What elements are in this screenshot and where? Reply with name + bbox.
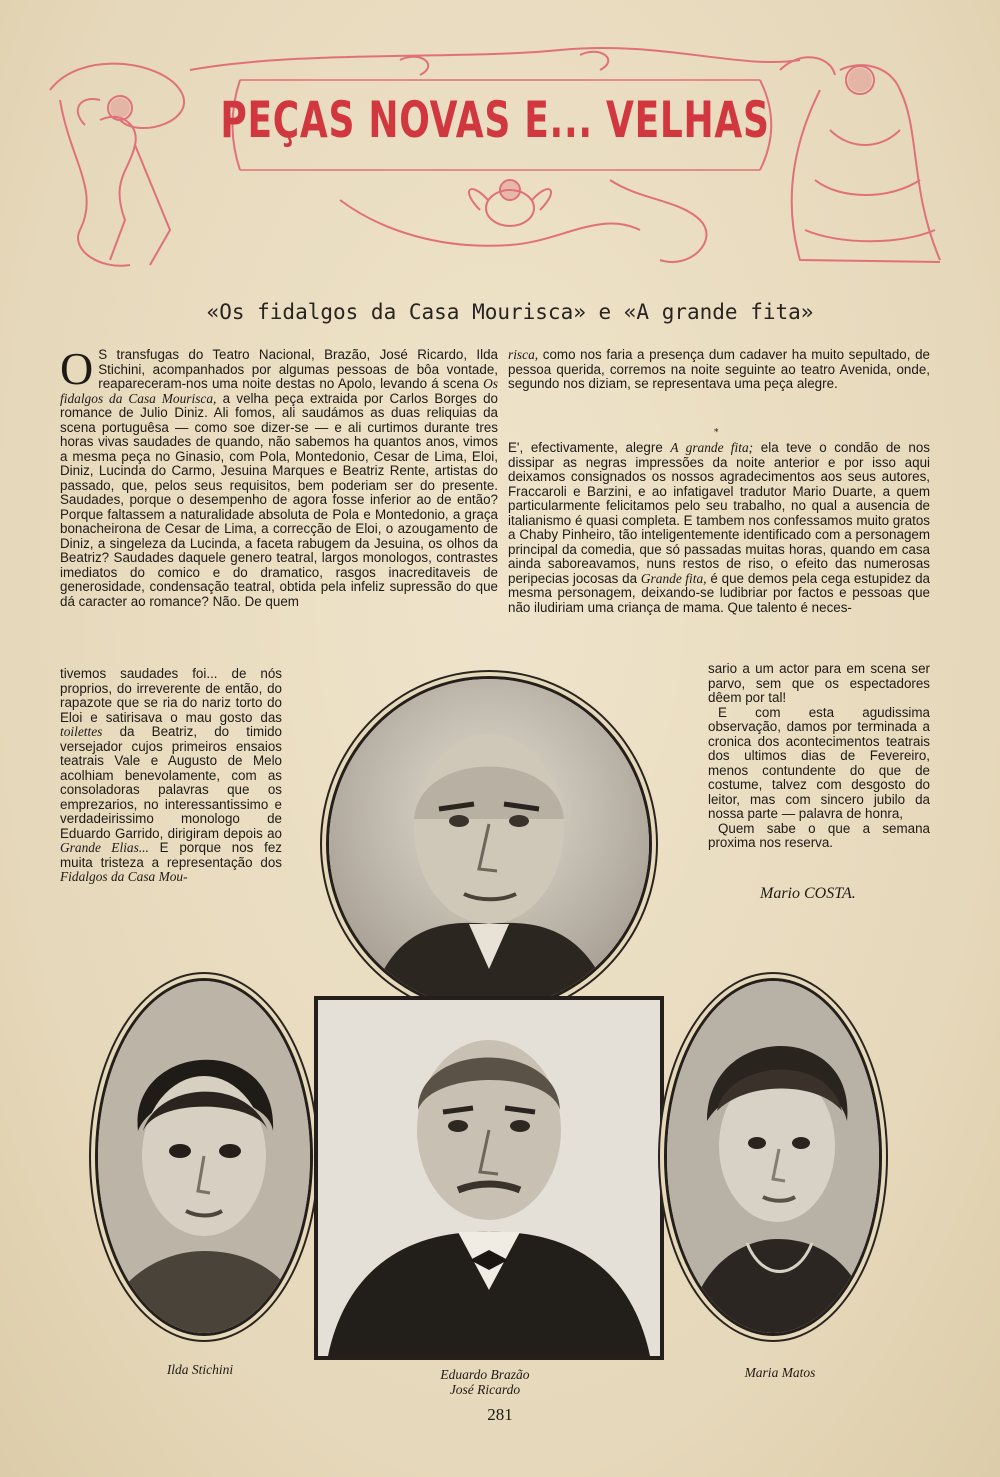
right-top-text: como nos faria a presença dum cadaver ha muito sepultado, de pessoa querida, corremos na noite seguinte ao teatro Avenida, onde, segundo nos diziam, se representava uma peça alegre. xyxy=(508,347,930,391)
caption-ilda-stichini: Ilda Stichini xyxy=(166,1362,234,1377)
portrait-jose-ricardo xyxy=(326,676,652,1012)
portrait-woman-icon xyxy=(667,981,879,1333)
caption-jose-ricardo: José Ricardo xyxy=(449,1382,521,1397)
right-narrow-text-1: sario a um actor para em scena ser parvo, sem que os espectadores dêem por tal! xyxy=(708,661,930,705)
article-subtitle: «Os fidalgos da Casa Mourisca» e «A grande fita» xyxy=(206,300,814,324)
portrait-man-suit-icon xyxy=(318,1000,660,1356)
right-narrow-text-3: Quem sabe o que a semana proxima nos reserva. xyxy=(708,820,930,850)
portrait-maria-matos xyxy=(664,978,882,1336)
right-mid-text-1: E', efectivamente, alegre xyxy=(508,440,663,455)
right-mid-text-2: ela teve o condão de nos dissipar as negras impressões da noite anterior e por isso aqui deixamos consignados os nossos agradecimentos aos seus autores, Fraccaroli e Barzini, e ao infatigavel tradutor Mario Duarte, a quem particularmente felicitamos pelo seu trabalho, no qual a ausencia de italianismo é quasi completa. E tambem nos confessamos muito gratos a Chaby Pinheiro, tão inteligentemente identificado com a personagem principal da comedia, que só passadas muitas horas, quando em casa ainda saboreavamos, nuns restos de riso, o efeito das numerosas peripecias jocosas da xyxy=(508,440,931,586)
article-right-mid xyxy=(508,441,930,615)
page-title: PEÇAS NOVAS E... VELHAS xyxy=(220,91,770,149)
left-italic-grande-elias: Grande Elias... xyxy=(60,840,149,855)
right-mid-text-3: é que demos pela cega estupidez da mesma personagem, deixando-se ludibriar por factos e pessoas que não iludiriam uma criança de mama. Que talento é neces- xyxy=(508,570,930,615)
portrait-young-woman-icon xyxy=(98,981,310,1333)
right-italic-risca: risca, xyxy=(508,347,539,362)
drop-cap: O xyxy=(60,343,94,394)
article-left-column xyxy=(60,343,498,609)
left-narrow-text-2: da Beatriz, do timido versejador cujos primeiros ensaios teatrais Vale e Augusto de Melo acolhiam benevolamente, com as consoladoras palavras que os emprezarios, no interessantissimo e verdadeirissimo monologo de Eduardo Garrido, dirigiram depois ao xyxy=(60,724,282,841)
section-star: * xyxy=(714,428,719,438)
left-narrow-text-3: E porque nos fez muita tristeza a representação dos xyxy=(60,840,282,870)
caption-maria-matos: Maria Matos xyxy=(744,1365,816,1380)
article-right-top xyxy=(508,348,930,392)
left-narrow-text-1: tivemos saudades foi... de nós proprios, do irreverente de então, do rapazote que se ria do nariz torto do Eloi e satirisava o mau gosto das xyxy=(60,666,282,725)
portrait-ilda-stichini xyxy=(95,978,313,1336)
right-italic-grande-fita: Grande fita, xyxy=(640,570,707,586)
portrait-eduardo-brazao xyxy=(314,996,664,1360)
left-italic-fidalgos: Fidalgos da Casa Mou- xyxy=(60,869,188,884)
left-text-2: a velha peça extraida por Carlos Borges do romance de Julio Diniz. Ali fomos, ali saudámos as duas reliquias da scena portuguêsa — como soe dizer-se — e ali curtimos durante tres horas vivas saudades de quando, não sabemos ha quantos anos, vimos a mesma peça no Ginasio, com Pola, Montedonio, Cesar de Lima, Eloi, Diniz, Lucinda do Carmo, Jesuina Marques e Beatriz Rente, artistas do passado, que, pelos seus requisitos, bem poderiam ser do presente. Saudades, porque o desempenho de agora fosse inferior ao de então? Porque faltassem a naturalidade absoluta de Pola e Montedonio, a graça bonacheirona de Cesar de Lima, a correcção de Eloi, o azougamento de Diniz, a singeleza da Lucinda, a faceta rabugem da Jesuina, os olhos da Beatriz? Saudades daquele genero teatral, largos monologos, contrastes imediatos do comico e do dramatico, rasgos inacreditaveis de generosidade, condensação teatral, obtida pela infeliz supressão do que dá caracter ao romance? Não. De quem xyxy=(60,390,498,609)
right-italic-fita: A grande fita; xyxy=(670,440,754,455)
author-signature: Mario COSTA. xyxy=(760,885,856,902)
article-right-narrow xyxy=(708,662,930,851)
right-narrow-text-2: E com esta agudissima observação, damos por terminada a cronica dos acontecimentos teatrais dos ultimos dias de Fevereiro, menos contundente do que de costume, talvez com desgosto do leitor, mas com sincero jubilo da nossa parte — palavra de honra, xyxy=(708,704,930,821)
caption-eduardo-brazao: Eduardo Brazão xyxy=(440,1367,530,1382)
left-italic-toilettes: toilettes xyxy=(60,724,103,739)
left-text-1: S transfugas do Teatro Nacional, Brazão, José Ricardo, Ilda Stichini, acompanhados por algumas pessoas de bôa vontade, reapareceram-nos uma noite destas no Apolo, levando á scena xyxy=(98,347,498,391)
left-title-fidalgos: Os fidalgos da Casa Mourisca, xyxy=(60,376,498,406)
page-number: 281 xyxy=(487,1405,513,1424)
banner-ornament-icon xyxy=(40,30,970,290)
portrait-man-bald-icon xyxy=(329,679,649,1009)
article-left-narrow xyxy=(60,667,282,885)
ornamental-banner xyxy=(40,30,970,290)
